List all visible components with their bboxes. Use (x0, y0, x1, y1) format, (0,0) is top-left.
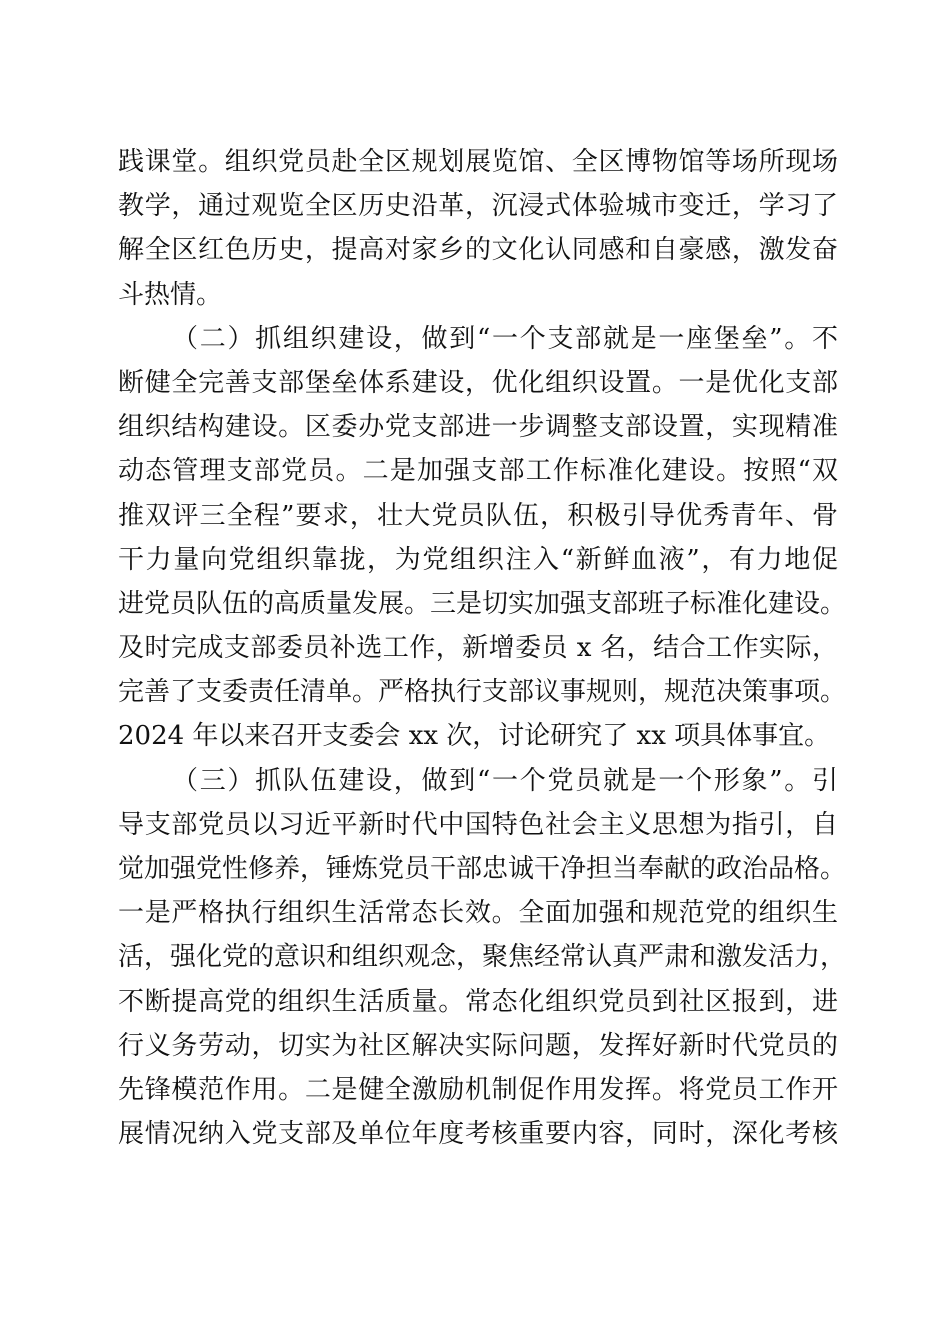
text-line: 教学，通过观览全区历史沿革，沉浸式体验城市变迁，学习了 (118, 191, 838, 222)
text-line: 完善了支委责任清单。严格执行支部议事规则，规范决策事项。 (118, 677, 847, 708)
text-line: 斗热情。 (118, 279, 223, 310)
text-line: 解全区红色历史，提高对家乡的文化认同感和自豪感，激发奋 (118, 235, 838, 266)
text-line: 一是严格执行组织生活常态长效。全面加强和规范党的组织生 (118, 898, 838, 929)
text-line: 导支部党员以习近平新时代中国特色社会主义思想为指引，自 (118, 809, 838, 840)
text-line: 觉加强党性修养，锤炼党员干部忠诚干净担当奉献的政治品格。 (118, 854, 847, 884)
text-line: 动态管理支部党员。二是加强支部工作标准化建设。按照“双 (118, 456, 838, 487)
text-line: 组织结构建设。区委办党支部进一步调整支部设置，实现精准 (118, 412, 838, 443)
text-line: 践课堂。组织党员赴全区规划展览馆、全区博物馆等场所现场 (118, 147, 838, 177)
text-line: 活，强化党的意识和组织观念，聚焦经常认真严肃和激发活力， (118, 942, 847, 973)
text-line: 2024 年以来召开支委会 xx 次，讨论研究了 xx 项具体事宜。 (118, 721, 831, 752)
text-line: 干力量向党组织靠拢，为党组织注入“新鲜血液”，有力地促 (118, 544, 838, 575)
text-line: 展情况纳入党支部及单位年度考核重要内容，同时，深化考核 (118, 1119, 838, 1150)
text-line: 行义务劳动，切实为社区解决实际问题，发挥好新时代党员的 (118, 1030, 838, 1061)
body-text (118, 140, 847, 1156)
text-line: 推双评三全程”要求，壮大党员队伍，积极引导优秀青年、骨 (118, 500, 838, 531)
text-line: 及时完成支部委员补选工作，新增委员 x 名，结合工作实际， (118, 633, 838, 664)
section-heading-line: （三）抓队伍建设，做到“一个党员就是一个形象”。引 (172, 765, 838, 796)
text-line: 先锋模范作用。二是健全激励机制促作用发挥。将党员工作开 (118, 1074, 838, 1105)
text-line: 进党员队伍的高质量发展。三是切实加强支部班子标准化建设。 (118, 588, 847, 619)
text-line: 断健全完善支部堡垒体系建设，优化组织设置。一是优化支部 (118, 367, 838, 398)
text-line: 不断提高党的组织生活质量。常态化组织党员到社区报到，进 (118, 986, 838, 1017)
section-heading-line: （二）抓组织建设，做到“一个支部就是一座堡垒”。不 (172, 323, 838, 354)
